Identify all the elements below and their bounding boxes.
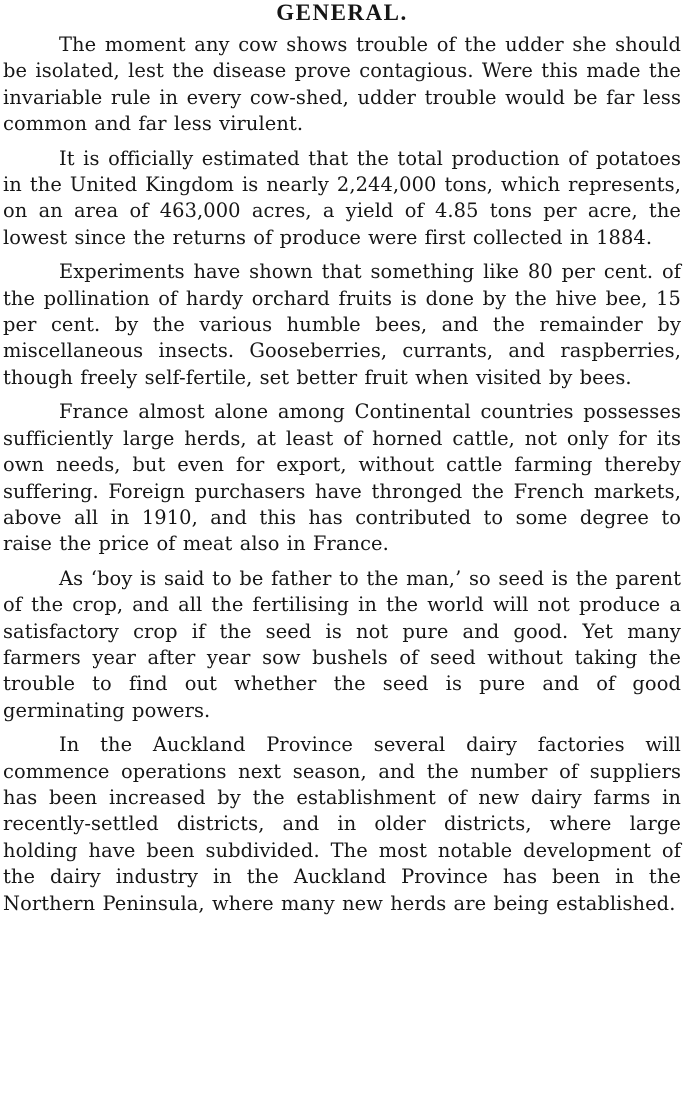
paragraph-auckland-dairy: In the Auckland Province several dairy factories will commence operations next season, and the number of suppliers has been increased by the establishment of new dairy farms in recently-settled districts, and in older districts, where large holding have been subdivided. The most notable development of the dairy industry in the Auckland Province has been in the Northern Peninsula, where many new herds are being established.: [3, 733, 681, 915]
paragraph-france-cattle: France almost alone among Continental countries possesses sufficiently large herds, at least of horned cattle, not only for its own needs, but even for export, without cattle farming thereby suffering. Foreign purchasers have thronged the French markets, above all in 1910, and this has contributed to some degree to raise the price of meat also in France.: [3, 400, 681, 556]
paragraph-potato-production: It is officially estimated that the total production of potatoes in the United Kingdom is nearly 2,244,000 tons, which represents, on an area of 463,000 acres, a yield of 4.85 tons per acre, the lowest since the returns of produce were first collected in 1884.: [3, 146, 681, 249]
paragraph-pollination: Experiments have shown that something like 80 per cent. of the pollination of hardy orchard fruits is done by the hive bee, 15 per cent. by the various humble bees, and the remainder by miscellaneous insects. Gooseberries, currants, and raspberries, though freely self-fertile, set better fruit when visited by bees.: [3, 260, 681, 389]
paragraph-udder-trouble: The moment any cow shows trouble of the udder she should be isolated, lest the disease prove contagious. Were this made the invariable rule in every cow-shed, udder trouble would be far less common and far less virulent.: [3, 33, 681, 136]
paragraph-seed: As ‘boy is said to be father to the man,’ so seed is the parent of the crop, and all the fertilising in the world will not produce a satisfactory crop if the seed is not pure and good. Yet many farmers year after year sow bushels of seed without taking the trouble to find out whether the seed is pure and of good germinating powers.: [3, 566, 681, 722]
section-heading: GENERAL.: [276, 0, 408, 25]
